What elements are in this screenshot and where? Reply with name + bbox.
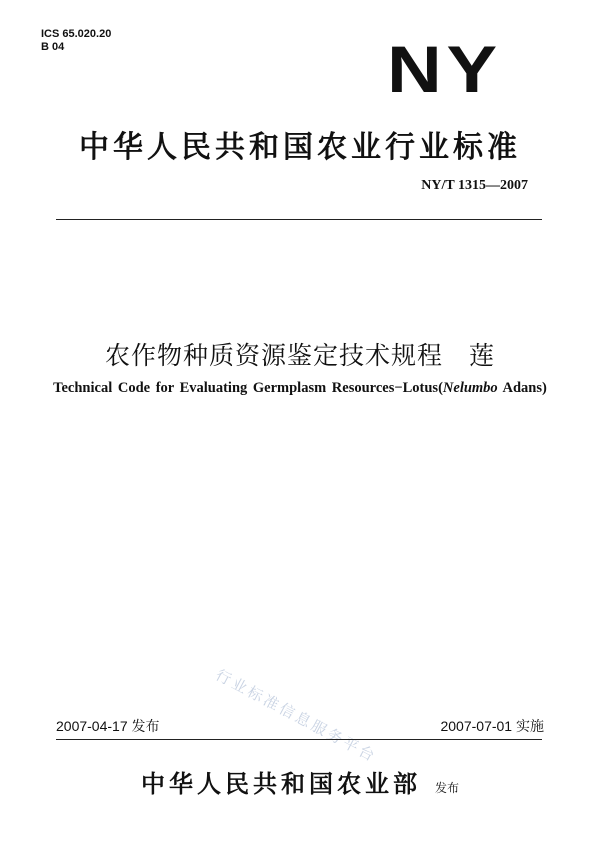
document-title-cn-main: 农作物种质资源鉴定技术规程 (104, 341, 443, 370)
ics-code: ICS 65.020.20 (41, 28, 112, 40)
document-title-en-italic: Nelumbo (442, 380, 498, 396)
document-title-cn-suffix: 莲 (469, 341, 496, 370)
publisher-line (0, 764, 600, 799)
top-divider (56, 219, 542, 220)
watermark: 行业标准信息服务平台 (212, 665, 381, 767)
implementation-date: 2007-07-01 实施 (440, 718, 544, 734)
classification-code: B 04 (41, 41, 65, 53)
bottom-divider (56, 739, 542, 740)
document-title-en-prefix: Technical Code for Evaluating Germplasm Resources−Lotus( (53, 380, 443, 396)
standard-title: 中华人民共和国农业行业标准 (79, 130, 521, 165)
document-title-en (0, 380, 600, 397)
ny-logo: NY (387, 32, 502, 106)
document-title-cn (0, 336, 600, 372)
publisher-name: 中华人民共和国农业部 (140, 769, 421, 798)
publish-action: 发布 (434, 781, 459, 795)
issue-date: 2007-04-17 发布 (56, 718, 160, 734)
standard-number: NY/T 1315—2007 (421, 178, 528, 193)
document-title-en-suffix: Adans) (497, 380, 547, 396)
